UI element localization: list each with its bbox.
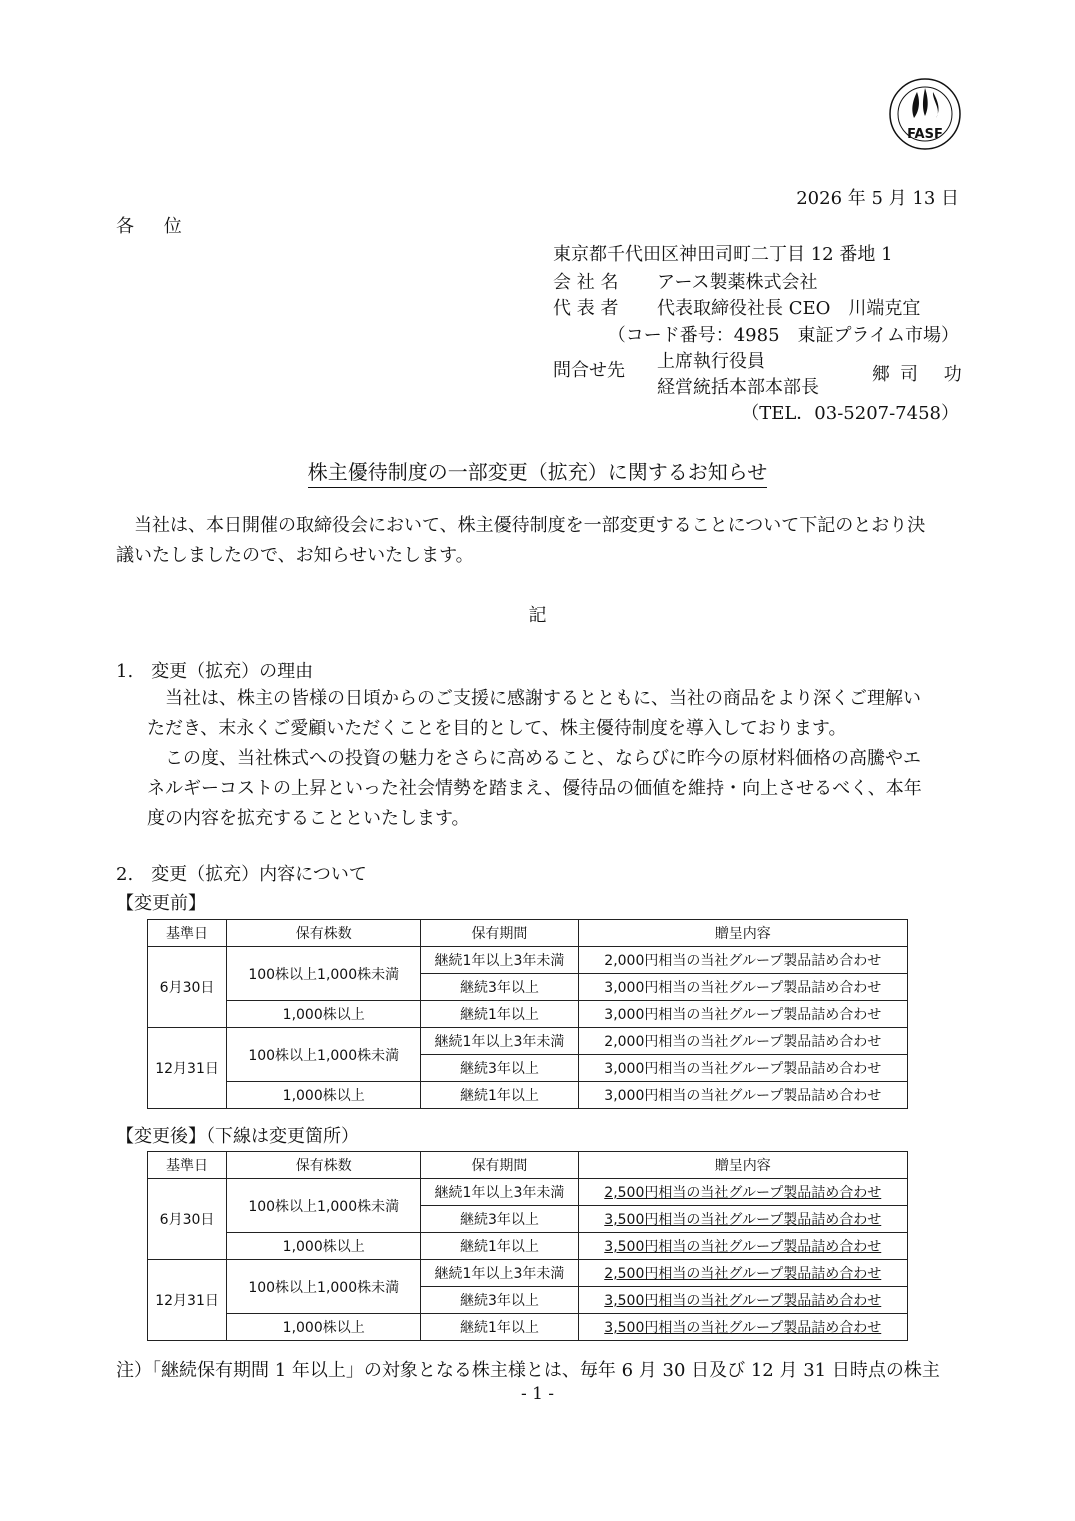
gift-cell: 3,000円相当の当社グループ製品詰め合わせ [578,1082,907,1109]
document-title-text: 株主優待制度の一部変更（拡充）に関するお知らせ [308,460,767,488]
fasf-logo [884,78,966,150]
logo-text: FASF [907,127,943,142]
gift-cell: 2,000円相当の当社グループ製品詰め合わせ [578,947,907,974]
section1-line: 度の内容を拡充することといたします。 [147,808,470,829]
period-cell: 継続1年以上3年未満 [421,1179,578,1206]
date: 2026 年 5 月 13 日 [796,188,959,209]
period-cell: 継続1年以上 [421,1233,578,1260]
header-base-date: 基準日 [148,920,227,947]
header-gift: 贈呈内容 [578,1152,907,1179]
section1-line: ネルギーコストの上昇といった社会情勢を踏まえ、優待品の価値を維持・向上させるべく、本年 [147,778,922,799]
gift-cell: 2,000円相当の当社グループ製品詰め合わせ [578,1028,907,1055]
gift-cell-changed: 2,500円相当の当社グループ製品詰め合わせ [578,1179,907,1206]
shares-cell: 100株以上1,000株未満 [227,1179,421,1233]
stock-code: （コード番号：4985 東証プライム市場） [607,325,959,346]
shares-cell: 1,000株以上 [227,1314,421,1341]
gift-cell-changed: 3,500円相当の当社グループ製品詰め合わせ [578,1287,907,1314]
table-row [148,1233,908,1260]
document-title [0,456,1075,485]
company-label: 会 社 名 [553,272,619,293]
gift-cell: 3,000円相当の当社グループ製品詰め合わせ [578,1055,907,1082]
ki-marker: 記 [528,605,547,626]
section1-line: ただき、末永くご愛顧いただくことを目的として、株主優待制度を導入しております。 [147,718,847,739]
header-shares: 保有株数 [227,1152,421,1179]
table-row [148,1314,908,1341]
header-base-date: 基準日 [148,1152,227,1179]
period-cell: 継続1年以上3年未満 [421,1260,578,1287]
table-row [148,1001,908,1028]
rep-label: 代 表 者 [553,298,619,319]
benefit-table-after [147,1151,908,1341]
benefit-table-before [147,919,908,1109]
before-label: 【変更前】 [116,893,206,914]
table-row [148,1082,908,1109]
period-cell: 継続3年以上 [421,1055,578,1082]
shares-cell: 1,000株以上 [227,1233,421,1260]
addressees: 各 位 [116,216,194,237]
footnote: 注）「継続保有期間 1 年以上」の対象となる株主様とは、毎年 6 月 30 日及び 12 月 31 日時点の株主 [116,1360,940,1381]
table-row [148,1179,908,1206]
gift-cell-changed: 3,500円相当の当社グループ製品詰め合わせ [578,1314,907,1341]
period-cell: 継続1年以上 [421,1001,578,1028]
gift-cell-changed: 3,500円相当の当社グループ製品詰め合わせ [578,1233,907,1260]
period-cell: 継続1年以上 [421,1314,578,1341]
section1-line: この度、当社株式への投資の魅力をさらに高めること、ならびに昨今の原材料価格の高騰やエ [147,748,921,769]
section1-heading: 1. 変更（拡充）の理由 [116,661,314,682]
table-header-row [148,920,908,947]
gift-cell: 3,000円相当の当社グループ製品詰め合わせ [578,1001,907,1028]
section1-body [147,684,922,834]
table-row [148,1260,908,1287]
shares-cell: 1,000株以上 [227,1001,421,1028]
period-cell: 継続3年以上 [421,974,578,1001]
base-date-cell: 12月31日 [148,1260,227,1341]
header-period: 保有期間 [421,1152,578,1179]
after-label: 【変更後】（下線は変更箇所） [116,1126,359,1147]
contact-tel: （TEL．03‐5207‐7458） [741,403,959,424]
period-cell: 継続1年以上3年未満 [421,1028,578,1055]
page-number: - 1 - [520,1384,555,1404]
section1-line: 当社は、株主の皆様の日頃からのご支援に感謝するとともに、当社の商品をより深くご理解い [147,688,921,709]
shares-cell: 100株以上1,000株未満 [227,1260,421,1314]
period-cell: 継続3年以上 [421,1206,578,1233]
base-date-cell: 6月30日 [148,1179,227,1260]
contact-role-1: 上席執行役員 [657,351,765,372]
intro-paragraph [116,511,925,571]
period-cell: 継続1年以上3年未満 [421,947,578,974]
table-row [148,947,908,974]
intro-line: 当社は、本日開催の取締役会において、株主優待制度を一部変更することについて下記のとおり決 [116,515,926,536]
shares-cell: 1,000株以上 [227,1082,421,1109]
contact-role-2: 経営統括本部本部長 [657,377,819,398]
shares-cell: 100株以上1,000株未満 [227,947,421,1001]
header-period: 保有期間 [421,920,578,947]
base-date-cell: 12月31日 [148,1028,227,1109]
company-name-line [553,268,818,294]
company-address: 東京都千代田区神田司町二丁目 12 番地 1 [553,244,893,265]
rep-name: 代表取締役社長 CEO 川端克宜 [657,298,921,319]
contact-name: 郷司 功 [872,364,972,385]
shares-cell: 100株以上1,000株未満 [227,1028,421,1082]
representative-line [553,294,920,320]
header-shares: 保有株数 [227,920,421,947]
table-row [148,1028,908,1055]
period-cell: 継続1年以上 [421,1082,578,1109]
period-cell: 継続3年以上 [421,1287,578,1314]
gift-cell: 3,000円相当の当社グループ製品詰め合わせ [578,974,907,1001]
gift-cell-changed: 3,500円相当の当社グループ製品詰め合わせ [578,1206,907,1233]
header-gift: 贈呈内容 [578,920,907,947]
table-header-row [148,1152,908,1179]
intro-line: 議いたしましたので、お知らせいたします。 [116,545,474,566]
gift-cell-changed: 2,500円相当の当社グループ製品詰め合わせ [578,1260,907,1287]
contact-label: 問合せ先 [553,360,625,381]
base-date-cell: 6月30日 [148,947,227,1028]
section2-heading: 2. 変更（拡充）内容について [116,864,367,885]
company-name: アース製薬株式会社 [657,272,818,293]
